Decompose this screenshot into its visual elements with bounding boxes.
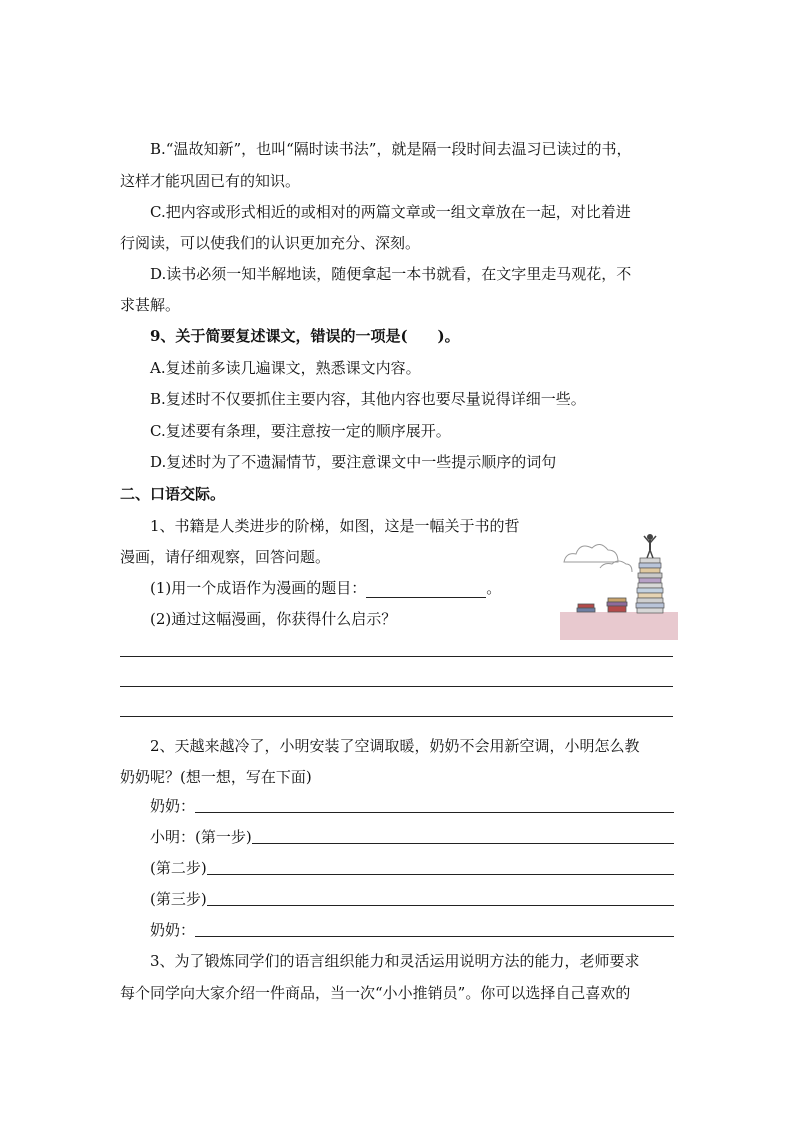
option-d-line1: D.读书必须一知半解地读，随便拿起一本书就看，在文字里走马观花，不 bbox=[150, 265, 632, 283]
option-b-line2: 这样才能巩固已有的知识。 bbox=[120, 172, 301, 190]
dialog-row-step3 bbox=[150, 889, 674, 909]
dialog-row-step2 bbox=[150, 858, 674, 878]
q1-sub2: (2)通过这幅漫画，你获得什么启示？ bbox=[150, 610, 397, 628]
dialog-row-grandma-2 bbox=[150, 920, 674, 940]
dialog-label: 奶奶： bbox=[150, 921, 196, 939]
q9-stem: 9、关于简要复述课文，错误的一项是( )。 bbox=[150, 327, 460, 345]
q9-option-b: B.复述时不仅要抓住主要内容，其他内容也要尽量说得详细一些。 bbox=[150, 390, 586, 408]
option-c-line1: C.把内容或形式相近的或相对的两篇文章或一组文章放在一起，对比着进 bbox=[150, 203, 631, 221]
q1-sub1-prefix: (1)用一个成语作为漫画的题目： bbox=[150, 579, 367, 597]
q1-line1: 1、书籍是人类进步的阶梯，如图，这是一幅关于书的哲 bbox=[150, 517, 520, 535]
answer-line-1[interactable] bbox=[120, 656, 673, 657]
dialog-answer-line[interactable] bbox=[195, 796, 674, 813]
section2-heading: 二、口语交际。 bbox=[120, 485, 226, 503]
dialog-answer-line[interactable] bbox=[195, 920, 674, 937]
q1-sub1-suffix: 。 bbox=[486, 579, 502, 597]
book-ladder-cartoon-image bbox=[560, 528, 678, 640]
dialog-label: 奶奶： bbox=[150, 797, 196, 815]
answer-line-3[interactable] bbox=[120, 716, 673, 717]
q9-option-a: A.复述前多读几遍课文，熟悉课文内容。 bbox=[150, 359, 421, 377]
title-answer-blank[interactable] bbox=[366, 581, 486, 598]
option-c-line2: 行阅读，可以使我们的认识更加充分、深刻。 bbox=[120, 234, 421, 252]
q2-line2: 奶奶呢？(想一想，写在下面) bbox=[120, 768, 312, 786]
q2-line1: 2、天越来越冷了，小明安装了空调取暖，奶奶不会用新空调，小明怎么教 bbox=[150, 737, 640, 755]
q3-line1: 3、为了锻炼同学们的语言组织能力和灵活运用说明方法的能力，老师要求 bbox=[150, 952, 640, 970]
dialog-label: 小明：(第一步) bbox=[150, 828, 252, 846]
dialog-label: (第二步) bbox=[150, 859, 207, 877]
q9-option-c: C.复述要有条理，要注意按一定的顺序展开。 bbox=[150, 422, 451, 440]
q9-option-d: D.复述时为了不遗漏情节，要注意课文中一些提示顺序的词句 bbox=[150, 453, 557, 471]
dialog-label: (第三步) bbox=[150, 890, 207, 908]
dialog-row-grandma-1 bbox=[150, 796, 674, 816]
dialog-row-xiaoming-step1 bbox=[150, 827, 674, 847]
option-d-line2: 求甚解。 bbox=[120, 296, 181, 314]
dialog-answer-line[interactable] bbox=[207, 889, 674, 906]
dialog-answer-line[interactable] bbox=[252, 827, 674, 844]
q1-line2: 漫画，请仔细观察，回答问题。 bbox=[120, 548, 331, 566]
q3-line2: 每个同学向大家介绍一件商品，当一次“小小推销员”。你可以选择自己喜欢的 bbox=[120, 984, 631, 1002]
q1-sub1 bbox=[150, 578, 501, 598]
dialog-answer-line[interactable] bbox=[207, 858, 674, 875]
option-b-line1: B.“温故知新”，也叫“隔时读书法”，就是隔一段时间去温习已读过的书， bbox=[150, 140, 632, 158]
answer-line-2[interactable] bbox=[120, 686, 673, 687]
